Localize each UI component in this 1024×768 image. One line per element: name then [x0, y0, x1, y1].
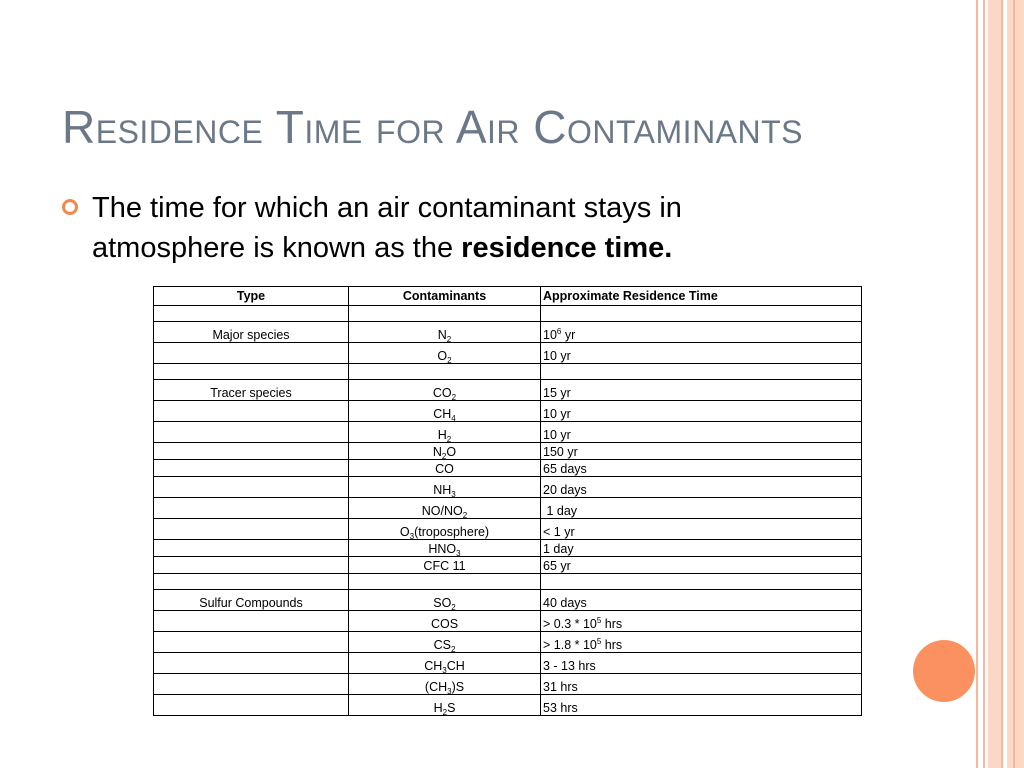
- residence-value: > 1.8 * 10: [543, 638, 597, 652]
- bullet-circle-icon: [62, 199, 78, 215]
- contaminant-formula: O: [399, 525, 410, 539]
- contaminant-subscript: 2: [451, 603, 456, 612]
- cell-residence-time: [541, 401, 862, 422]
- contaminant-formula: H: [437, 428, 447, 442]
- cell-type: [154, 674, 349, 695]
- cell-residence-time: [541, 574, 862, 590]
- cell-contaminant: [349, 322, 541, 343]
- residence-unit: yr: [561, 328, 576, 342]
- cell-contaminant: [349, 343, 541, 364]
- contaminant-formula: CS: [433, 638, 451, 652]
- table-row: [154, 590, 862, 611]
- table-row: [154, 519, 862, 540]
- residence-value: > 0.3 * 10: [543, 617, 597, 631]
- decorative-stripe: [1007, 0, 1024, 768]
- contaminant-formula: NO/NO: [421, 504, 463, 518]
- table-row: [154, 401, 862, 422]
- contaminant-subscript: 4: [451, 414, 456, 423]
- table-header-row: [154, 287, 862, 306]
- contaminant-subscript: 2: [442, 708, 448, 717]
- cell-contaminant: [349, 574, 541, 590]
- cell-contaminant: [349, 422, 541, 443]
- table-row: [154, 695, 862, 716]
- cell-type: [154, 632, 349, 653]
- residence-exponent: 5: [596, 616, 602, 625]
- cell-residence-time: [541, 695, 862, 716]
- cell-type: [154, 653, 349, 674]
- header-contaminants: Contaminants: [349, 287, 541, 306]
- cell-contaminant: [349, 611, 541, 632]
- residence-unit: hrs: [601, 638, 623, 652]
- contaminant-subscript: 2: [447, 356, 452, 365]
- cell-type: [154, 401, 349, 422]
- contaminant-formula: N: [437, 328, 447, 342]
- bullet-text: [92, 188, 832, 268]
- cell-residence-time: [541, 443, 862, 460]
- contaminant-formula: NH: [433, 483, 452, 497]
- cell-contaminant: [349, 674, 541, 695]
- cell-residence-time: [541, 540, 862, 557]
- table-row: [154, 364, 862, 380]
- cell-type: [154, 460, 349, 477]
- table-row: [154, 557, 862, 574]
- table-row: [154, 477, 862, 498]
- table-row: [154, 540, 862, 557]
- contaminant-formula: CH: [424, 659, 443, 673]
- cell-type: [154, 477, 349, 498]
- residence-value: 20 days: [543, 483, 587, 497]
- cell-contaminant: [349, 519, 541, 540]
- residence-value: 150 yr: [543, 445, 578, 459]
- table-row: [154, 460, 862, 477]
- cell-residence-time: [541, 557, 862, 574]
- residence-value: 31 hrs: [543, 680, 578, 694]
- contaminant-formula: CH: [433, 407, 452, 421]
- cell-type: [154, 364, 349, 380]
- cell-type: [154, 557, 349, 574]
- header-type: Type: [154, 287, 349, 306]
- cell-type: [154, 498, 349, 519]
- residence-value: 3 - 13 hrs: [543, 659, 596, 673]
- cell-residence-time: [541, 364, 862, 380]
- cell-contaminant: [349, 380, 541, 401]
- residence-value: 40 days: [543, 596, 587, 610]
- contaminant-formula-tail: (troposphere): [414, 525, 490, 539]
- contaminant-formula: CO: [435, 462, 454, 476]
- cell-type: [154, 443, 349, 460]
- decorative-stripe: [1001, 0, 1003, 768]
- contaminant-formula-tail: O: [446, 445, 457, 459]
- header-residence-time: Approximate Residence Time: [541, 287, 862, 306]
- cell-type: [154, 519, 349, 540]
- cell-contaminant: [349, 443, 541, 460]
- contaminant-formula: SO: [433, 596, 452, 610]
- table-row: [154, 322, 862, 343]
- contaminant-subscript: 3: [456, 549, 461, 558]
- residence-value: 10 yr: [543, 407, 571, 421]
- residence-exponent: 6: [556, 327, 562, 336]
- cell-contaminant: [349, 364, 541, 380]
- cell-type: Major species: [154, 322, 349, 343]
- cell-type: Sulfur Compounds: [154, 590, 349, 611]
- contaminant-subscript: 3: [447, 687, 452, 696]
- table-row: [154, 380, 862, 401]
- residence-value: < 1 yr: [543, 525, 575, 539]
- cell-type: [154, 343, 349, 364]
- cell-contaminant: [349, 590, 541, 611]
- contaminant-formula-tail: CH: [446, 659, 465, 673]
- table-row: [154, 674, 862, 695]
- contaminant-formula: CFC 11: [423, 559, 466, 573]
- decorative-stripe: [988, 0, 1001, 768]
- residence-unit: hrs: [601, 617, 623, 631]
- contaminant-subscript: 2: [450, 645, 456, 654]
- cell-residence-time: [541, 674, 862, 695]
- cell-type: [154, 695, 349, 716]
- contaminant-formula: CO: [432, 386, 452, 400]
- cell-residence-time: [541, 477, 862, 498]
- contaminant-subscript: 2: [462, 511, 468, 520]
- cell-contaminant: [349, 653, 541, 674]
- cell-residence-time: [541, 519, 862, 540]
- cell-residence-time: [541, 460, 862, 477]
- cell-type: [154, 540, 349, 557]
- cell-residence-time: [541, 632, 862, 653]
- residence-value: 15 yr: [543, 386, 571, 400]
- residence-value: 65 days: [543, 462, 587, 476]
- residence-value: 1 day: [543, 504, 578, 518]
- contaminant-subscript: 2: [451, 393, 457, 402]
- table-row: [154, 498, 862, 519]
- bullet-text-bold: residence time.: [461, 232, 673, 264]
- contaminant-formula-tail: )S: [451, 680, 465, 694]
- bullet-text-main: The time for which an air contaminant stays in atmosphere is known as the: [92, 192, 682, 264]
- cell-contaminant: [349, 498, 541, 519]
- contaminant-formula-tail: S: [447, 701, 456, 715]
- table-row: [154, 422, 862, 443]
- cell-contaminant: [349, 695, 541, 716]
- cell-residence-time: [541, 422, 862, 443]
- contaminant-subscript: 2: [446, 435, 452, 444]
- cell-contaminant: [349, 557, 541, 574]
- table-row: [154, 443, 862, 460]
- cell-residence-time: [541, 653, 862, 674]
- cell-residence-time: [541, 343, 862, 364]
- residence-exponent: 5: [596, 637, 602, 646]
- cell-residence-time: [541, 498, 862, 519]
- slide-title: Residence Time for Air Contaminants: [62, 101, 804, 153]
- cell-contaminant: [349, 401, 541, 422]
- residence-value: 10: [543, 328, 557, 342]
- residence-time-table: [153, 286, 862, 716]
- cell-type: [154, 611, 349, 632]
- cell-contaminant: [349, 477, 541, 498]
- residence-value: 10 yr: [543, 349, 571, 363]
- table-row: [154, 611, 862, 632]
- contaminant-subscript: 2: [441, 452, 447, 461]
- decorative-circle: [913, 640, 975, 702]
- contaminant-formula: O: [437, 349, 448, 363]
- residence-value: 1 day: [543, 542, 574, 556]
- cell-residence-time: [541, 380, 862, 401]
- cell-residence-time: [541, 590, 862, 611]
- table-row: [154, 343, 862, 364]
- contaminant-subscript: 3: [451, 490, 456, 499]
- table-row: [154, 632, 862, 653]
- cell-contaminant: [349, 460, 541, 477]
- residence-value: 10 yr: [543, 428, 571, 442]
- cell-type: Tracer species: [154, 380, 349, 401]
- contaminant-formula: COS: [430, 617, 459, 631]
- table-row: [154, 653, 862, 674]
- contaminant-subscript: 2: [446, 335, 452, 344]
- cell-contaminant: [349, 540, 541, 557]
- cell-type: [154, 574, 349, 590]
- residence-value: 65 yr: [543, 559, 571, 573]
- cell-type: [154, 306, 349, 322]
- contaminant-formula: N: [432, 445, 442, 459]
- cell-residence-time: [541, 322, 862, 343]
- decorative-stripe: [976, 0, 978, 768]
- decorative-stripe: [983, 0, 985, 768]
- contaminant-subscript: 3: [409, 532, 415, 541]
- contaminant-formula: HNO: [428, 542, 457, 556]
- table-row: [154, 574, 862, 590]
- table-row: [154, 306, 862, 322]
- contaminant-formula: H: [433, 701, 443, 715]
- cell-type: [154, 422, 349, 443]
- residence-value: 53 hrs: [543, 701, 578, 715]
- cell-contaminant: [349, 632, 541, 653]
- cell-residence-time: [541, 611, 862, 632]
- cell-contaminant: [349, 306, 541, 322]
- table-body: [154, 306, 862, 716]
- cell-residence-time: [541, 306, 862, 322]
- contaminant-subscript: 3: [442, 666, 447, 675]
- contaminant-formula: (CH: [424, 680, 448, 694]
- decorative-stripe: [1013, 0, 1015, 768]
